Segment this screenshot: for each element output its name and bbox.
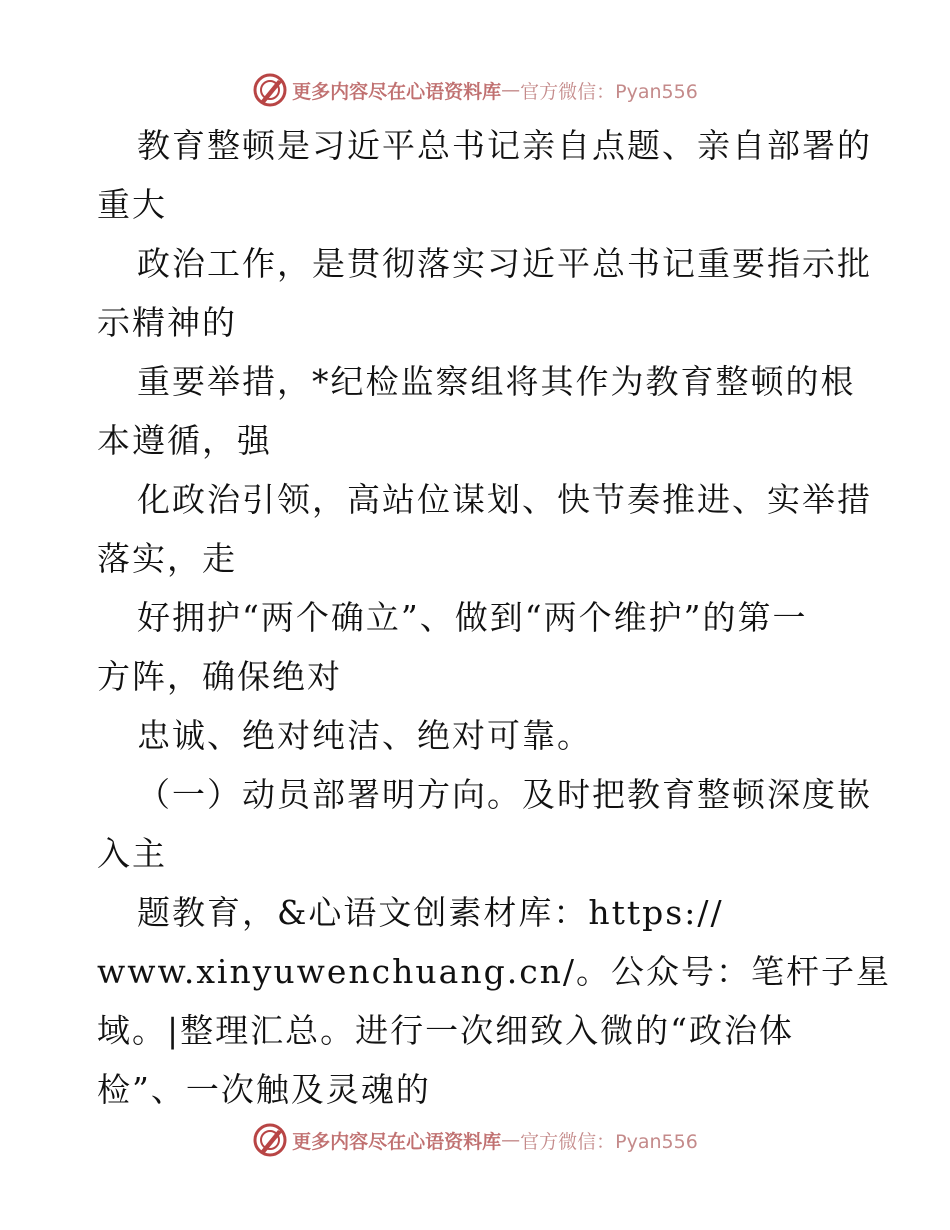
banner-wechat: 官方微信：Pyan556 xyxy=(520,80,698,103)
paragraph-line: 示精神的 xyxy=(97,303,237,342)
quill-logo-icon xyxy=(252,1122,288,1158)
paragraph-line: 落实，走 xyxy=(97,539,237,578)
paragraph-line: 本遵循，强 xyxy=(97,421,272,460)
paragraph-line: 好拥护“两个确立”、做到“两个维护”的第一 xyxy=(137,598,808,637)
paragraph-line: 检”、一次触及灵魂的 xyxy=(97,1070,431,1109)
footer-watermark-banner xyxy=(0,1120,950,1160)
paragraph-line: 重大 xyxy=(97,185,167,224)
paragraph-line: 题教育，&心语文创素材库：https:// xyxy=(137,893,724,932)
quill-logo-icon xyxy=(252,72,288,108)
paragraph-line: 方阵，确保绝对 xyxy=(97,657,342,696)
paragraph-line: 重要举措，*纪检监察组将其作为教育整顿的根 xyxy=(137,362,856,401)
banner-slogan: 更多内容尽在心语资料库 xyxy=(292,1130,502,1153)
banner-dash: — xyxy=(501,1129,521,1151)
paragraph-line: www.xinyuwenchuang.cn/。公众号：笔杆子星 xyxy=(97,952,892,991)
banner-dash: — xyxy=(501,79,521,101)
header-watermark-banner xyxy=(0,70,950,110)
paragraph-line: 入主 xyxy=(97,834,167,873)
paragraph-line: 域。|整理汇总。进行一次细致入微的“政治体 xyxy=(97,1011,794,1050)
paragraph-line: 教育整顿是习近平总书记亲自点题、亲自部署的 xyxy=(137,126,872,165)
banner-wechat: 官方微信：Pyan556 xyxy=(520,1130,698,1153)
paragraph-line: 化政治引领，高站位谋划、快节奏推进、实举措 xyxy=(137,480,872,519)
paragraph-line: （一）动员部署明方向。及时把教育整顿深度嵌 xyxy=(137,775,872,814)
paragraph-line: 忠诚、绝对纯洁、绝对可靠。 xyxy=(137,716,592,755)
paragraph-line: 政治工作，是贯彻落实习近平总书记重要指示批 xyxy=(137,244,872,283)
banner-slogan: 更多内容尽在心语资料库 xyxy=(292,80,502,103)
